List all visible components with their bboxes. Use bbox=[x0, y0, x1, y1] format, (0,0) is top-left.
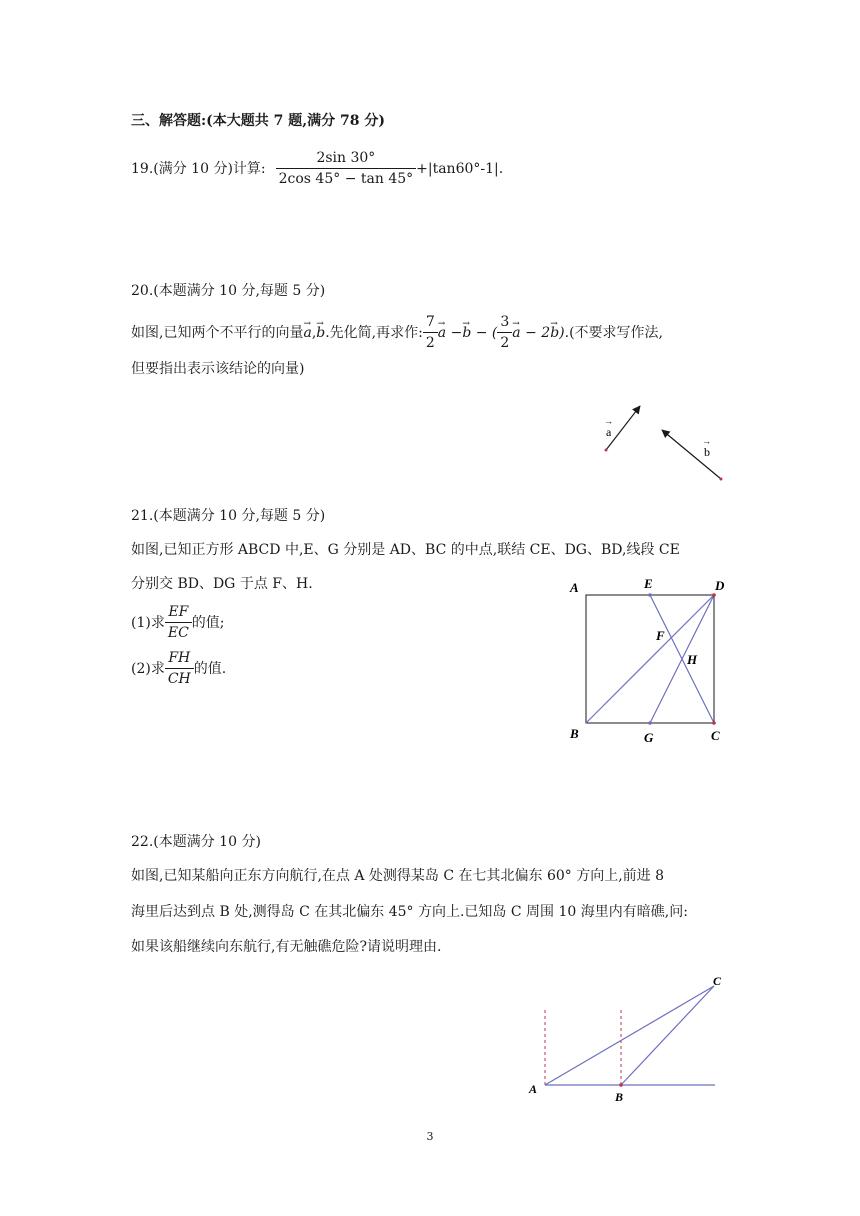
q20-line1-text3: (不要求写作法, bbox=[569, 324, 663, 341]
q21-line2: 分别交 BD、DG 于点 F、H. bbox=[131, 576, 313, 592]
vector-a-arrow-mark: → bbox=[604, 416, 613, 426]
segment-bc bbox=[621, 986, 714, 1085]
q19-fraction bbox=[276, 148, 417, 189]
segment-ac bbox=[545, 986, 714, 1085]
q20-expr-a1: → a − bbox=[438, 323, 463, 343]
label-b: B bbox=[570, 726, 579, 741]
q21-part2-prefix: (2)求 bbox=[131, 660, 165, 677]
q20-frac2-den: 2 bbox=[497, 332, 512, 353]
point-c bbox=[712, 721, 716, 725]
q20-frac2-num: 3 bbox=[500, 314, 510, 330]
q21-part2-fraction bbox=[165, 648, 194, 689]
q21-part1-den: EC bbox=[165, 622, 192, 643]
q21-part1-num: EF bbox=[168, 604, 189, 620]
point-e bbox=[648, 593, 652, 597]
label-c: C bbox=[711, 728, 720, 743]
label-d: D bbox=[715, 578, 725, 593]
label-h: H bbox=[687, 652, 698, 667]
label-b: B bbox=[615, 1090, 624, 1104]
q19-label: 19.(满分 10 分)计算: bbox=[131, 160, 266, 177]
label-c: C bbox=[713, 974, 722, 988]
q19-tail: +|tan60°-1|. bbox=[416, 160, 504, 177]
q22-line3: 如果该船继续向东航行,有无触礁危险?请说明理由. bbox=[131, 939, 442, 955]
question-19 bbox=[131, 148, 503, 189]
q20-line1 bbox=[131, 312, 663, 353]
q20-vec-sep: , bbox=[311, 324, 317, 341]
vector-a-label: a bbox=[606, 425, 612, 439]
q20-vec-b: → b bbox=[316, 323, 325, 343]
q20-frac2 bbox=[497, 312, 512, 353]
q21-part1-fraction bbox=[165, 602, 192, 643]
q19-denominator: 2cos 45° − tan 45° bbox=[276, 168, 417, 189]
vector-b-arrow-mark: → bbox=[702, 436, 711, 446]
q21-part1-prefix: (1)求 bbox=[131, 614, 165, 631]
q21-part1-suffix: 的值; bbox=[191, 614, 225, 631]
point-d bbox=[712, 593, 716, 597]
vector-b-label: b bbox=[704, 445, 710, 459]
q22-ship-figure bbox=[520, 970, 735, 1105]
vector-b-tail bbox=[720, 478, 723, 481]
q21-part2-suffix: 的值. bbox=[193, 660, 227, 677]
page-number: 3 bbox=[426, 1130, 434, 1143]
q20-vector-figure bbox=[590, 398, 730, 488]
label-a: A bbox=[529, 1082, 538, 1096]
point-b bbox=[619, 1083, 623, 1087]
q21-line1: 如图,已知正方形 ABCD 中,E、G 分别是 AD、BC 的中点,联结 CE、DG、BD,线段 CE bbox=[131, 542, 680, 558]
q20-line1-text2: .先化简,再求作: bbox=[325, 324, 423, 341]
q20-vec-a: → a bbox=[303, 323, 311, 343]
label-g: G bbox=[644, 730, 654, 745]
q20-header: 20.(本题满分 10 分,每题 5 分) bbox=[131, 283, 326, 299]
point-g bbox=[648, 721, 652, 725]
q22-line2: 海里后达到点 B 处,测得岛 C 在其北偏东 45° 方向上.已知岛 C 周围 10 海里内有暗礁,问: bbox=[131, 904, 688, 920]
q22-header: 22.(本题满分 10 分) bbox=[131, 834, 261, 850]
q20-frac1-den: 2 bbox=[423, 332, 438, 353]
label-a: A bbox=[570, 580, 579, 595]
label-e: E bbox=[644, 576, 653, 591]
q20-expr-b1: → b − ( bbox=[462, 323, 497, 343]
vector-a-tail bbox=[605, 449, 608, 452]
q20-line2: 但要指出表示该结论的向量) bbox=[131, 361, 305, 377]
vector-b-arrow bbox=[662, 430, 721, 479]
q20-expr-b2: → b). bbox=[550, 323, 569, 343]
q21-header: 21.(本题满分 10 分,每题 5 分) bbox=[131, 508, 326, 524]
q20-expr-a2: → a − 2 bbox=[512, 323, 550, 343]
q22-line1: 如图,已知某船向正东方向航行,在点 A 处测得某岛 C 在七其北偏东 60° 方向上,前进 8 bbox=[131, 868, 665, 884]
q21-part2-den: CH bbox=[165, 668, 194, 689]
q20-line1-text: 如图,已知两个不平行的向量 bbox=[131, 324, 304, 341]
q21-part2 bbox=[131, 648, 226, 689]
q20-frac1 bbox=[423, 312, 438, 353]
section-heading: 三、解答题:(本大题共 7 题,满分 78 分) bbox=[131, 113, 386, 129]
q21-part1 bbox=[131, 602, 225, 643]
label-f: F bbox=[656, 628, 665, 643]
q19-numerator: 2sin 30° bbox=[316, 150, 376, 166]
q21-square-figure bbox=[560, 572, 740, 752]
q20-frac1-num: 7 bbox=[425, 314, 435, 330]
q21-part2-num: FH bbox=[168, 650, 191, 666]
